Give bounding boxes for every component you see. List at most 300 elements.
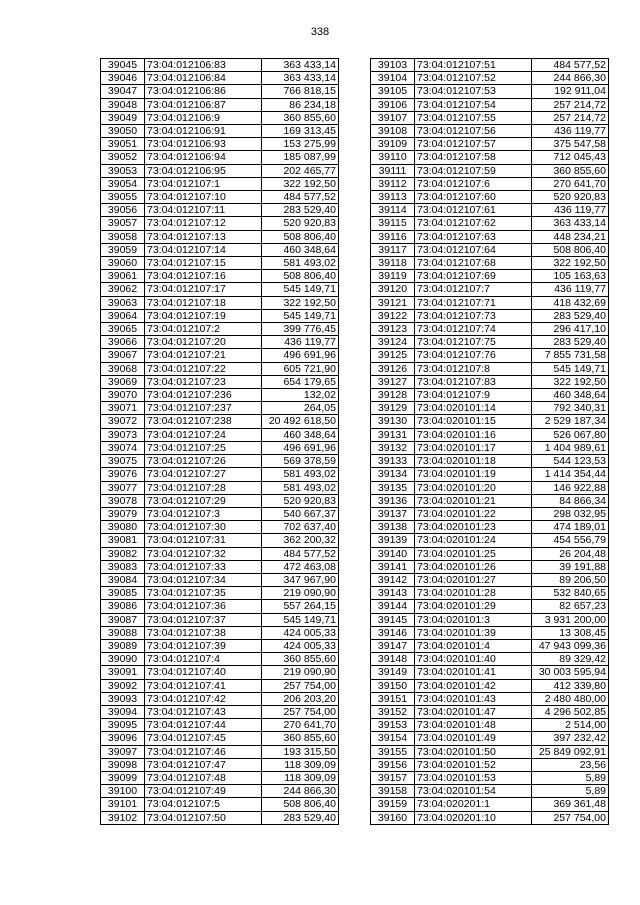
row-number: 39098 — [101, 758, 145, 771]
cadastral-value: 283 529,40 — [262, 204, 339, 217]
cadastral-value: 82 657,23 — [532, 600, 609, 613]
cadastral-number: 73:04:020101:27 — [415, 573, 532, 586]
cadastral-value: 84 866,34 — [532, 494, 609, 507]
row-number: 39066 — [101, 336, 145, 349]
cadastral-value: 436 119,77 — [532, 125, 609, 138]
cadastral-number: 73:04:012107:50 — [145, 811, 262, 824]
cadastral-number: 73:04:012107:59 — [415, 164, 532, 177]
table-row — [101, 573, 339, 586]
row-number: 39113 — [371, 191, 415, 204]
cadastral-value: 520 920,83 — [262, 494, 339, 507]
cadastral-number: 73:04:012107:26 — [145, 455, 262, 468]
row-number: 39101 — [101, 798, 145, 811]
cadastral-value: 89 329,42 — [532, 653, 609, 666]
cadastral-value: 508 806,40 — [532, 243, 609, 256]
table-row — [371, 336, 609, 349]
table-row — [101, 349, 339, 362]
cadastral-number: 73:04:012107:43 — [145, 705, 262, 718]
table-row — [371, 705, 609, 718]
cadastral-value: 244 866,30 — [532, 72, 609, 85]
cadastral-value: 545 149,71 — [262, 613, 339, 626]
table-row — [371, 639, 609, 652]
row-number: 39135 — [371, 481, 415, 494]
cadastral-value: 472 463,08 — [262, 560, 339, 573]
table-row — [371, 468, 609, 481]
row-number: 39089 — [101, 639, 145, 652]
cadastral-value: 264,05 — [262, 402, 339, 415]
cadastral-value: 5,89 — [532, 771, 609, 784]
cadastral-value: 2 529 187,34 — [532, 415, 609, 428]
table-row — [101, 626, 339, 639]
cadastral-value: 47 943 099,36 — [532, 639, 609, 652]
cadastral-number: 73:04:012107:71 — [415, 296, 532, 309]
cadastral-value: 257 214,72 — [532, 98, 609, 111]
row-number: 39129 — [371, 402, 415, 415]
cadastral-number: 73:04:012107:18 — [145, 296, 262, 309]
cadastral-number: 73:04:012107:42 — [145, 692, 262, 705]
table-row — [101, 481, 339, 494]
row-number: 39110 — [371, 151, 415, 164]
cadastral-value: 412 339,80 — [532, 679, 609, 692]
cadastral-value: 363 433,14 — [262, 59, 339, 72]
row-number: 39157 — [371, 771, 415, 784]
row-number: 39077 — [101, 481, 145, 494]
table-row — [101, 534, 339, 547]
table-row — [371, 547, 609, 560]
cadastral-value: 369 361,48 — [532, 798, 609, 811]
cadastral-value: 86 234,18 — [262, 98, 339, 111]
row-number: 39147 — [371, 639, 415, 652]
cadastral-number: 73:04:012107:44 — [145, 719, 262, 732]
cadastral-number: 73:04:020101:54 — [415, 785, 532, 798]
cadastral-number: 73:04:012107:60 — [415, 191, 532, 204]
table-row — [101, 72, 339, 85]
row-number: 39125 — [371, 349, 415, 362]
table-row — [371, 415, 609, 428]
row-number: 39130 — [371, 415, 415, 428]
table-row — [101, 758, 339, 771]
cadastral-value: 169 313,45 — [262, 125, 339, 138]
cadastral-value: 569 378,59 — [262, 455, 339, 468]
cadastral-number: 73:04:012107:3 — [145, 507, 262, 520]
cadastral-value: 283 529,40 — [532, 309, 609, 322]
cadastral-value: 792 340,31 — [532, 402, 609, 415]
table-row — [371, 72, 609, 85]
cadastral-number: 73:04:020101:28 — [415, 587, 532, 600]
table-row — [101, 494, 339, 507]
cadastral-value: 540 667,37 — [262, 507, 339, 520]
table-row — [371, 204, 609, 217]
cadastral-number: 73:04:012107:57 — [415, 138, 532, 151]
cadastral-value: 766 818,15 — [262, 85, 339, 98]
cadastral-number: 73:04:020101:48 — [415, 719, 532, 732]
cadastral-value: 26 204,48 — [532, 547, 609, 560]
table-row — [371, 758, 609, 771]
cadastral-number: 73:04:012107:238 — [145, 415, 262, 428]
cadastral-number: 73:04:012107:62 — [415, 217, 532, 230]
table-row — [101, 653, 339, 666]
cadastral-value: 362 200,32 — [262, 534, 339, 547]
cadastral-number: 73:04:012107:73 — [415, 309, 532, 322]
cadastral-value: 363 433,14 — [532, 217, 609, 230]
cadastral-value: 605 721,90 — [262, 362, 339, 375]
cadastral-number: 73:04:020101:47 — [415, 705, 532, 718]
table-row — [101, 507, 339, 520]
cadastral-value: 496 691,96 — [262, 441, 339, 454]
row-number: 39140 — [371, 547, 415, 560]
cadastral-number: 73:04:012106:83 — [145, 59, 262, 72]
cadastral-number: 73:04:012107:2 — [145, 323, 262, 336]
cadastral-value: 454 556,79 — [532, 534, 609, 547]
cadastral-value: 436 119,77 — [532, 204, 609, 217]
cadastral-value: 360 855,60 — [262, 732, 339, 745]
table-row — [371, 191, 609, 204]
row-number: 39099 — [101, 771, 145, 784]
cadastral-number: 73:04:020101:24 — [415, 534, 532, 547]
cadastral-value: 360 855,60 — [532, 164, 609, 177]
cadastral-number: 73:04:020101:39 — [415, 626, 532, 639]
table-row — [101, 547, 339, 560]
cadastral-value: 360 855,60 — [262, 111, 339, 124]
table-row — [101, 151, 339, 164]
cadastral-number: 73:04:012107:56 — [415, 125, 532, 138]
row-number: 39088 — [101, 626, 145, 639]
table-row — [371, 745, 609, 758]
row-number: 39071 — [101, 402, 145, 415]
row-number: 39053 — [101, 164, 145, 177]
table-row — [371, 573, 609, 586]
cadastral-number: 73:04:012107:237 — [145, 402, 262, 415]
table-row — [371, 283, 609, 296]
row-number: 39154 — [371, 732, 415, 745]
table-row — [371, 111, 609, 124]
cadastral-number: 73:04:012107:69 — [415, 270, 532, 283]
cadastral-number: 73:04:020101:49 — [415, 732, 532, 745]
row-number: 39112 — [371, 177, 415, 190]
cadastral-number: 73:04:020101:20 — [415, 481, 532, 494]
cadastral-value: 375 547,58 — [532, 138, 609, 151]
row-number: 39096 — [101, 732, 145, 745]
table-row — [371, 349, 609, 362]
table-row — [371, 626, 609, 639]
table-row — [101, 243, 339, 256]
table-row — [101, 745, 339, 758]
row-number: 39084 — [101, 573, 145, 586]
cadastral-value: 508 806,40 — [262, 230, 339, 243]
cadastral-value: 545 149,71 — [262, 283, 339, 296]
cadastral-value: 360 855,60 — [262, 653, 339, 666]
cadastral-number: 73:04:020101:26 — [415, 560, 532, 573]
table-row — [101, 692, 339, 705]
cadastral-number: 73:04:012107:83 — [415, 375, 532, 388]
cadastral-value: 270 641,70 — [532, 177, 609, 190]
cadastral-number: 73:04:012106:95 — [145, 164, 262, 177]
cadastral-value: 448 234,21 — [532, 230, 609, 243]
table-row — [371, 455, 609, 468]
row-number: 39111 — [371, 164, 415, 177]
cadastral-table-right — [370, 58, 609, 825]
cadastral-value: 132,02 — [262, 389, 339, 402]
table-row — [371, 613, 609, 626]
cadastral-number: 73:04:020101:42 — [415, 679, 532, 692]
row-number: 39047 — [101, 85, 145, 98]
table-row — [101, 389, 339, 402]
row-number: 39080 — [101, 521, 145, 534]
table-row — [371, 600, 609, 613]
cadastral-value: 654 179,65 — [262, 375, 339, 388]
table-row — [101, 309, 339, 322]
row-number: 39139 — [371, 534, 415, 547]
table-row — [371, 85, 609, 98]
cadastral-number: 73:04:020101:4 — [415, 639, 532, 652]
cadastral-number: 73:04:020101:52 — [415, 758, 532, 771]
table-row — [371, 692, 609, 705]
row-number: 39103 — [371, 59, 415, 72]
table-row — [101, 639, 339, 652]
table-row — [101, 336, 339, 349]
row-number: 39091 — [101, 666, 145, 679]
table-row — [371, 402, 609, 415]
row-number: 39082 — [101, 547, 145, 560]
row-number: 39158 — [371, 785, 415, 798]
row-number: 39052 — [101, 151, 145, 164]
cadastral-number: 73:04:012107:41 — [145, 679, 262, 692]
cadastral-value: 20 492 618,50 — [262, 415, 339, 428]
cadastral-number: 73:04:012107:23 — [145, 375, 262, 388]
cadastral-value: 2 480 480,00 — [532, 692, 609, 705]
row-number: 39067 — [101, 349, 145, 362]
cadastral-number: 73:04:020101:53 — [415, 771, 532, 784]
cadastral-value: 296 417,10 — [532, 323, 609, 336]
cadastral-number: 73:04:012107:8 — [415, 362, 532, 375]
table-row — [371, 785, 609, 798]
row-number: 39073 — [101, 428, 145, 441]
row-number: 39132 — [371, 441, 415, 454]
cadastral-number: 73:04:012107:28 — [145, 481, 262, 494]
cadastral-value: 436 119,77 — [532, 283, 609, 296]
table-row — [371, 481, 609, 494]
table-row — [101, 798, 339, 811]
row-number: 39092 — [101, 679, 145, 692]
cadastral-value: 544 123,53 — [532, 455, 609, 468]
cadastral-number: 73:04:012107:17 — [145, 283, 262, 296]
table-row — [371, 98, 609, 111]
cadastral-value: 557 264,15 — [262, 600, 339, 613]
table-row — [101, 719, 339, 732]
cadastral-number: 73:04:012107:5 — [145, 798, 262, 811]
table-row — [371, 151, 609, 164]
row-number: 39156 — [371, 758, 415, 771]
row-number: 39124 — [371, 336, 415, 349]
table-row — [101, 705, 339, 718]
cadastral-number: 73:04:020101:43 — [415, 692, 532, 705]
cadastral-value: 2 514,00 — [532, 719, 609, 732]
row-number: 39146 — [371, 626, 415, 639]
table-row — [101, 257, 339, 270]
cadastral-value: 257 754,00 — [262, 679, 339, 692]
cadastral-number: 73:04:012107:39 — [145, 639, 262, 652]
row-number: 39087 — [101, 613, 145, 626]
cadastral-number: 73:04:012107:75 — [415, 336, 532, 349]
row-number: 39141 — [371, 560, 415, 573]
cadastral-number: 73:04:012107:52 — [415, 72, 532, 85]
table-row — [101, 771, 339, 784]
cadastral-number: 73:04:020101:21 — [415, 494, 532, 507]
table-row — [101, 283, 339, 296]
row-number: 39159 — [371, 798, 415, 811]
table-row — [101, 521, 339, 534]
row-number: 39119 — [371, 270, 415, 283]
table-row — [371, 59, 609, 72]
cadastral-value: 25 849 092,91 — [532, 745, 609, 758]
cadastral-number: 73:04:012107:30 — [145, 521, 262, 534]
table-row — [371, 666, 609, 679]
table-row — [371, 309, 609, 322]
table-row — [101, 613, 339, 626]
row-number: 39152 — [371, 705, 415, 718]
row-number: 39109 — [371, 138, 415, 151]
row-number: 39150 — [371, 679, 415, 692]
row-number: 39123 — [371, 323, 415, 336]
cadastral-number: 73:04:020201:1 — [415, 798, 532, 811]
table-row — [371, 230, 609, 243]
cadastral-value: 508 806,40 — [262, 798, 339, 811]
cadastral-number: 73:04:012107:32 — [145, 547, 262, 560]
cadastral-value: 520 920,83 — [532, 191, 609, 204]
cadastral-number: 73:04:012107:16 — [145, 270, 262, 283]
row-number: 39064 — [101, 309, 145, 322]
table-row — [101, 455, 339, 468]
cadastral-number: 73:04:012107:15 — [145, 257, 262, 270]
cadastral-value: 219 090,90 — [262, 587, 339, 600]
row-number: 39142 — [371, 573, 415, 586]
row-number: 39138 — [371, 521, 415, 534]
cadastral-value: 219 090,90 — [262, 666, 339, 679]
cadastral-value: 5,89 — [532, 785, 609, 798]
row-number: 39120 — [371, 283, 415, 296]
cadastral-number: 73:04:012107:4 — [145, 653, 262, 666]
cadastral-value: 257 754,00 — [262, 705, 339, 718]
table-row — [101, 811, 339, 824]
cadastral-value: 363 433,14 — [262, 72, 339, 85]
cadastral-number: 73:04:012107:7 — [415, 283, 532, 296]
table-row — [371, 798, 609, 811]
cadastral-number: 73:04:012107:34 — [145, 573, 262, 586]
cadastral-value: 39 191,88 — [532, 560, 609, 573]
cadastral-value: 545 149,71 — [262, 309, 339, 322]
table-row — [371, 507, 609, 520]
cadastral-value: 545 149,71 — [532, 362, 609, 375]
row-number: 39106 — [371, 98, 415, 111]
cadastral-value: 347 967,90 — [262, 573, 339, 586]
row-number: 39046 — [101, 72, 145, 85]
cadastral-value: 13 308,45 — [532, 626, 609, 639]
cadastral-value: 424 005,33 — [262, 626, 339, 639]
table-row — [371, 389, 609, 402]
cadastral-value: 192 911,04 — [532, 85, 609, 98]
row-number: 39104 — [371, 72, 415, 85]
cadastral-number: 73:04:012107:20 — [145, 336, 262, 349]
cadastral-number: 73:04:020201:10 — [415, 811, 532, 824]
table-row — [371, 296, 609, 309]
cadastral-table-right-body — [371, 59, 609, 825]
cadastral-value: 460 348,64 — [532, 389, 609, 402]
table-row — [101, 732, 339, 745]
cadastral-number: 73:04:020101:50 — [415, 745, 532, 758]
cadastral-number: 73:04:012107:45 — [145, 732, 262, 745]
row-number: 39076 — [101, 468, 145, 481]
cadastral-value: 257 754,00 — [532, 811, 609, 824]
cadastral-value: 89 206,50 — [532, 573, 609, 586]
row-number: 39133 — [371, 455, 415, 468]
table-row — [371, 164, 609, 177]
page-number: 338 — [310, 26, 330, 38]
table-row — [371, 362, 609, 375]
table-row — [371, 441, 609, 454]
row-number: 39075 — [101, 455, 145, 468]
cadastral-number: 73:04:012107:37 — [145, 613, 262, 626]
row-number: 39151 — [371, 692, 415, 705]
cadastral-number: 73:04:012106:87 — [145, 98, 262, 111]
cadastral-number: 73:04:012107:14 — [145, 243, 262, 256]
row-number: 39045 — [101, 59, 145, 72]
row-number: 39093 — [101, 692, 145, 705]
row-number: 39127 — [371, 375, 415, 388]
row-number: 39056 — [101, 204, 145, 217]
cadastral-number: 73:04:012107:49 — [145, 785, 262, 798]
row-number: 39126 — [371, 362, 415, 375]
table-row — [101, 296, 339, 309]
row-number: 39061 — [101, 270, 145, 283]
table-row — [371, 138, 609, 151]
row-number: 39117 — [371, 243, 415, 256]
table-row — [101, 441, 339, 454]
cadastral-number: 73:04:012107:29 — [145, 494, 262, 507]
cadastral-value: 322 192,50 — [532, 257, 609, 270]
table-row — [101, 785, 339, 798]
row-number: 39153 — [371, 719, 415, 732]
row-number: 39085 — [101, 587, 145, 600]
cadastral-value: 3 931 200,00 — [532, 613, 609, 626]
table-row — [371, 521, 609, 534]
cadastral-value: 484 577,52 — [262, 191, 339, 204]
table-row — [371, 560, 609, 573]
table-row — [371, 428, 609, 441]
cadastral-number: 73:04:012107:51 — [415, 59, 532, 72]
table-row — [371, 679, 609, 692]
table-row — [371, 719, 609, 732]
row-number: 39107 — [371, 111, 415, 124]
table-row — [101, 191, 339, 204]
cadastral-value: 526 067,80 — [532, 428, 609, 441]
table-row — [101, 415, 339, 428]
cadastral-number: 73:04:012107:40 — [145, 666, 262, 679]
cadastral-number: 73:04:012107:11 — [145, 204, 262, 217]
row-number: 39081 — [101, 534, 145, 547]
cadastral-number: 73:04:012107:64 — [415, 243, 532, 256]
cadastral-number: 73:04:020101:25 — [415, 547, 532, 560]
cadastral-value: 397 232,42 — [532, 732, 609, 745]
cadastral-value: 202 465,77 — [262, 164, 339, 177]
table-row — [371, 587, 609, 600]
table-row — [101, 230, 339, 243]
cadastral-number: 73:04:012106:93 — [145, 138, 262, 151]
cadastral-number: 73:04:012107:21 — [145, 349, 262, 362]
row-number: 39105 — [371, 85, 415, 98]
cadastral-number: 73:04:012107:58 — [415, 151, 532, 164]
row-number: 39062 — [101, 283, 145, 296]
row-number: 39149 — [371, 666, 415, 679]
